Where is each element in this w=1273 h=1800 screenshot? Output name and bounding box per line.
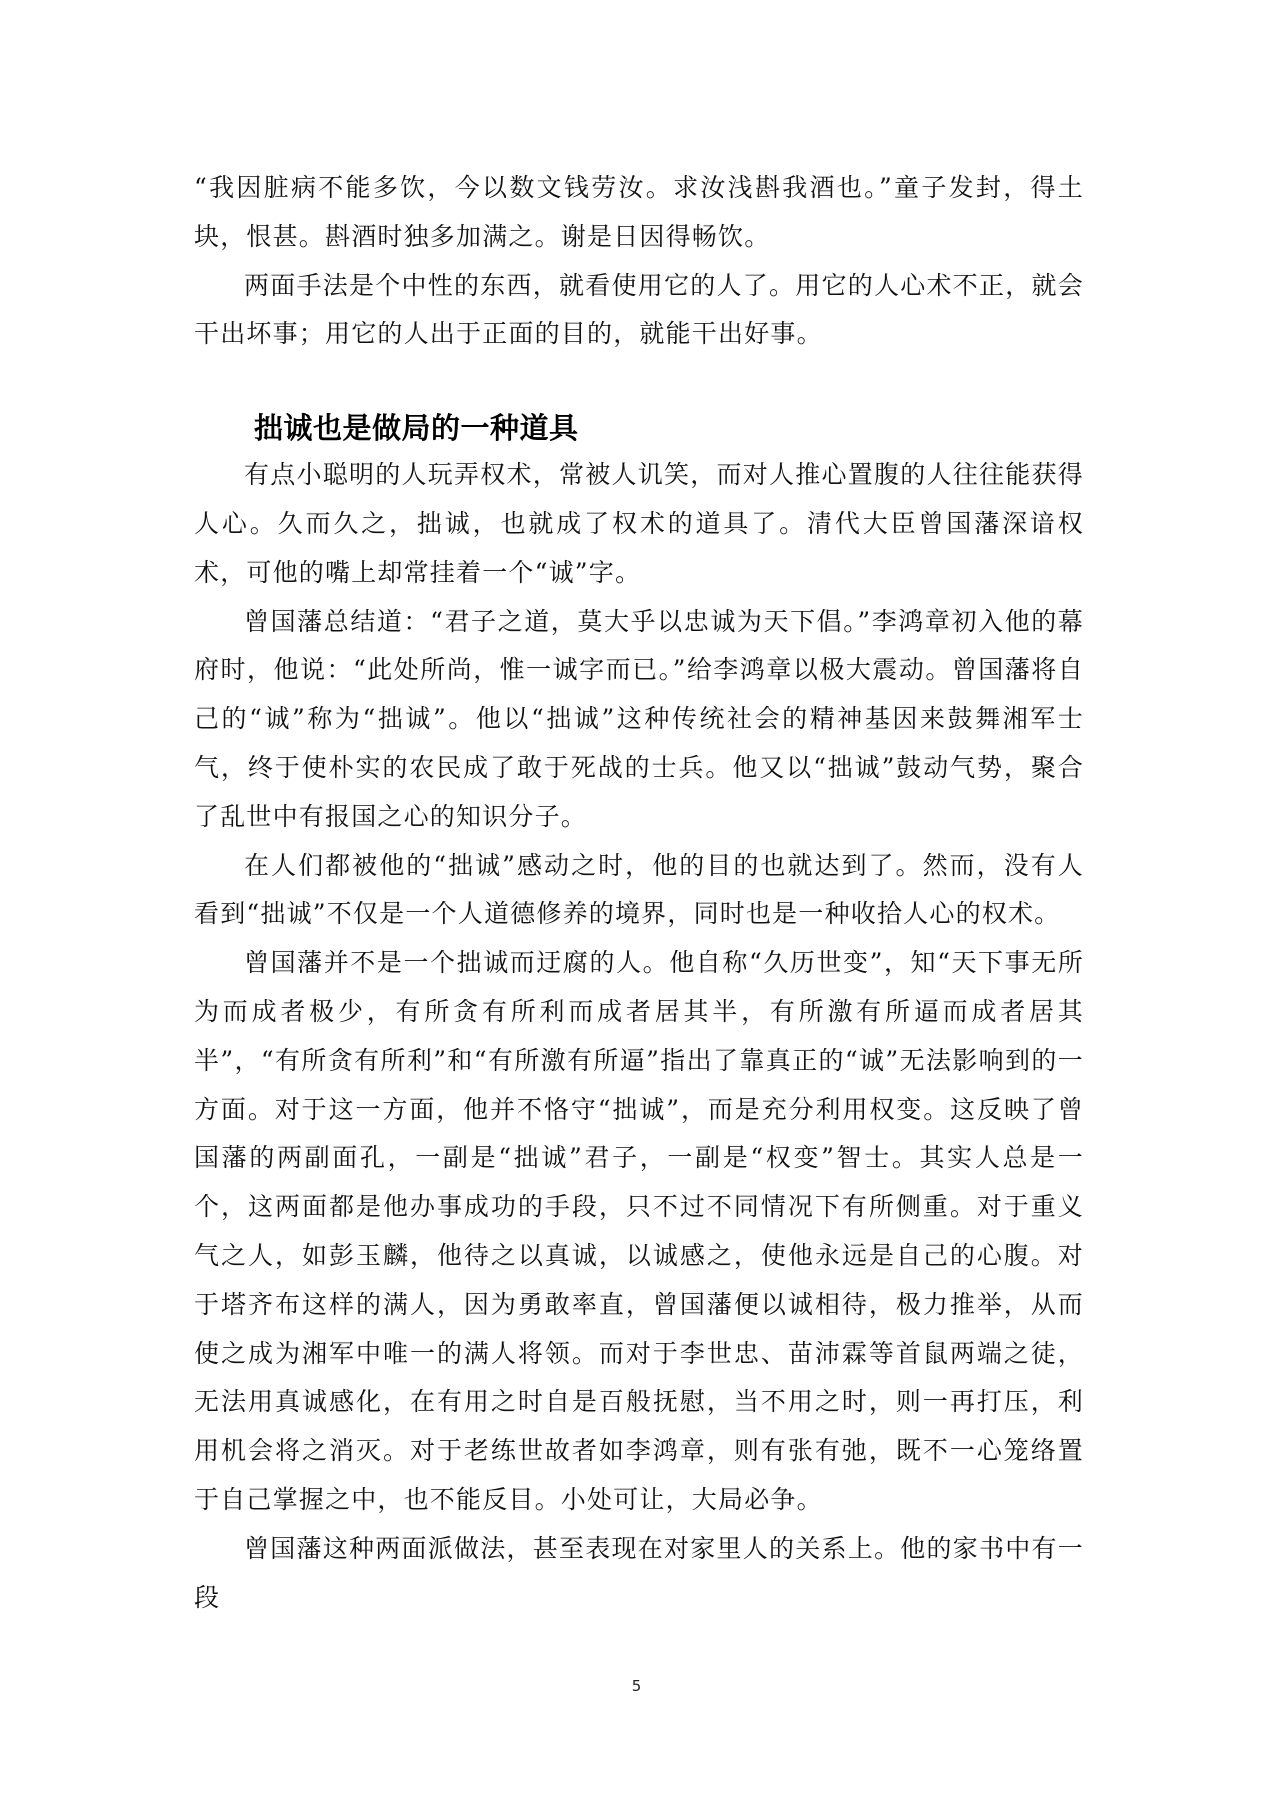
body-paragraph: 曾国藩总结道：“君子之道，莫大乎以忠诚为天下倡。”李鸿章初入他的幕府时，他说：“此处所尚，惟一诚字而已。”给李鸿章以极大震动。曾国藩将自己的“诚”称为“拙诚”。他以“拙诚”这种传统社会的精神基因来鼓舞湘军士气，终于使朴实的农民成了敢于死战的士兵。他又以“拙诚”鼓动气势，聚合了乱世中有报国之心的知识分子。 [194,606,1084,831]
body-paragraph: 两面手法是个中性的东西，就看使用它的人了。用它的人心术不正，就会干出坏事；用它的人出于正面的目的，就能干出好事。 [194,270,1084,349]
body-paragraph: 有点小聪明的人玩弄权术，常被人讥笑，而对人推心置腹的人往往能获得人心。久而久之，拙诚，也就成了权术的道具了。清代大臣曾国藩深谙权术，可他的嘴上却常挂着一个“诚”字。 [194,460,1084,587]
page-number: 5 [631,1677,642,1695]
body-paragraph: 曾国藩这种两面派做法，甚至表现在对家里人的关系上。他的家书中有一段 [194,1533,1084,1612]
page-content [194,164,1084,1622]
body-paragraph: 曾国藩并不是一个拙诚而迂腐的人。他自称“久历世变”，知“天下事无所为而成者极少，有所贪有所利而成者居其半，有所激有所逼而成者居其半”，“有所贪有所利”和“有所激有所逼”指出了靠真正的“诚”无法影响到的一方面。对于这一方面，他并不恪守“拙诚”，而是充分利用权变。这反映了曾国藩的两副面孔，一副是“拙诚”君子，一副是“权变”智士。其实人总是一个，这两面都是他办事成功的手段，只不过不同情况下有所侧重。对于重义气之人，如彭玉麟，他待之以真诚，以诚感之，使他永远是自己的心腹。对于塔齐布这样的满人，因为勇敢率直，曾国藩便以诚相待，极力推举，从而使之成为湘军中唯一的满人将领。而对于李世忠、苗沛霖等首鼠两端之徒，无法用真诚感化，在有用之时自是百般抚慰，当不用之时，则一再打压，利用机会将之消灭。对于老练世故者如李鸿章，则有张有弛，既不一心笼络置于自己掌握之中，也不能反目。小处可让，大局必争。 [194,948,1084,1514]
body-paragraph-continuation: “我因脏病不能多饮，今以数文钱劳汝。求汝浅斟我酒也。”童子发封，得土块，恨甚。斟酒时独多加满之。谢是日因得畅饮。 [194,173,1084,251]
body-paragraph: 在人们都被他的“拙诚”感动之时，他的目的也就达到了。然而，没有人看到“拙诚”不仅是一个人道德修养的境界，同时也是一种收拾人心的权术。 [194,850,1084,929]
section-heading: 拙诚也是做局的一种道具 [254,411,579,446]
